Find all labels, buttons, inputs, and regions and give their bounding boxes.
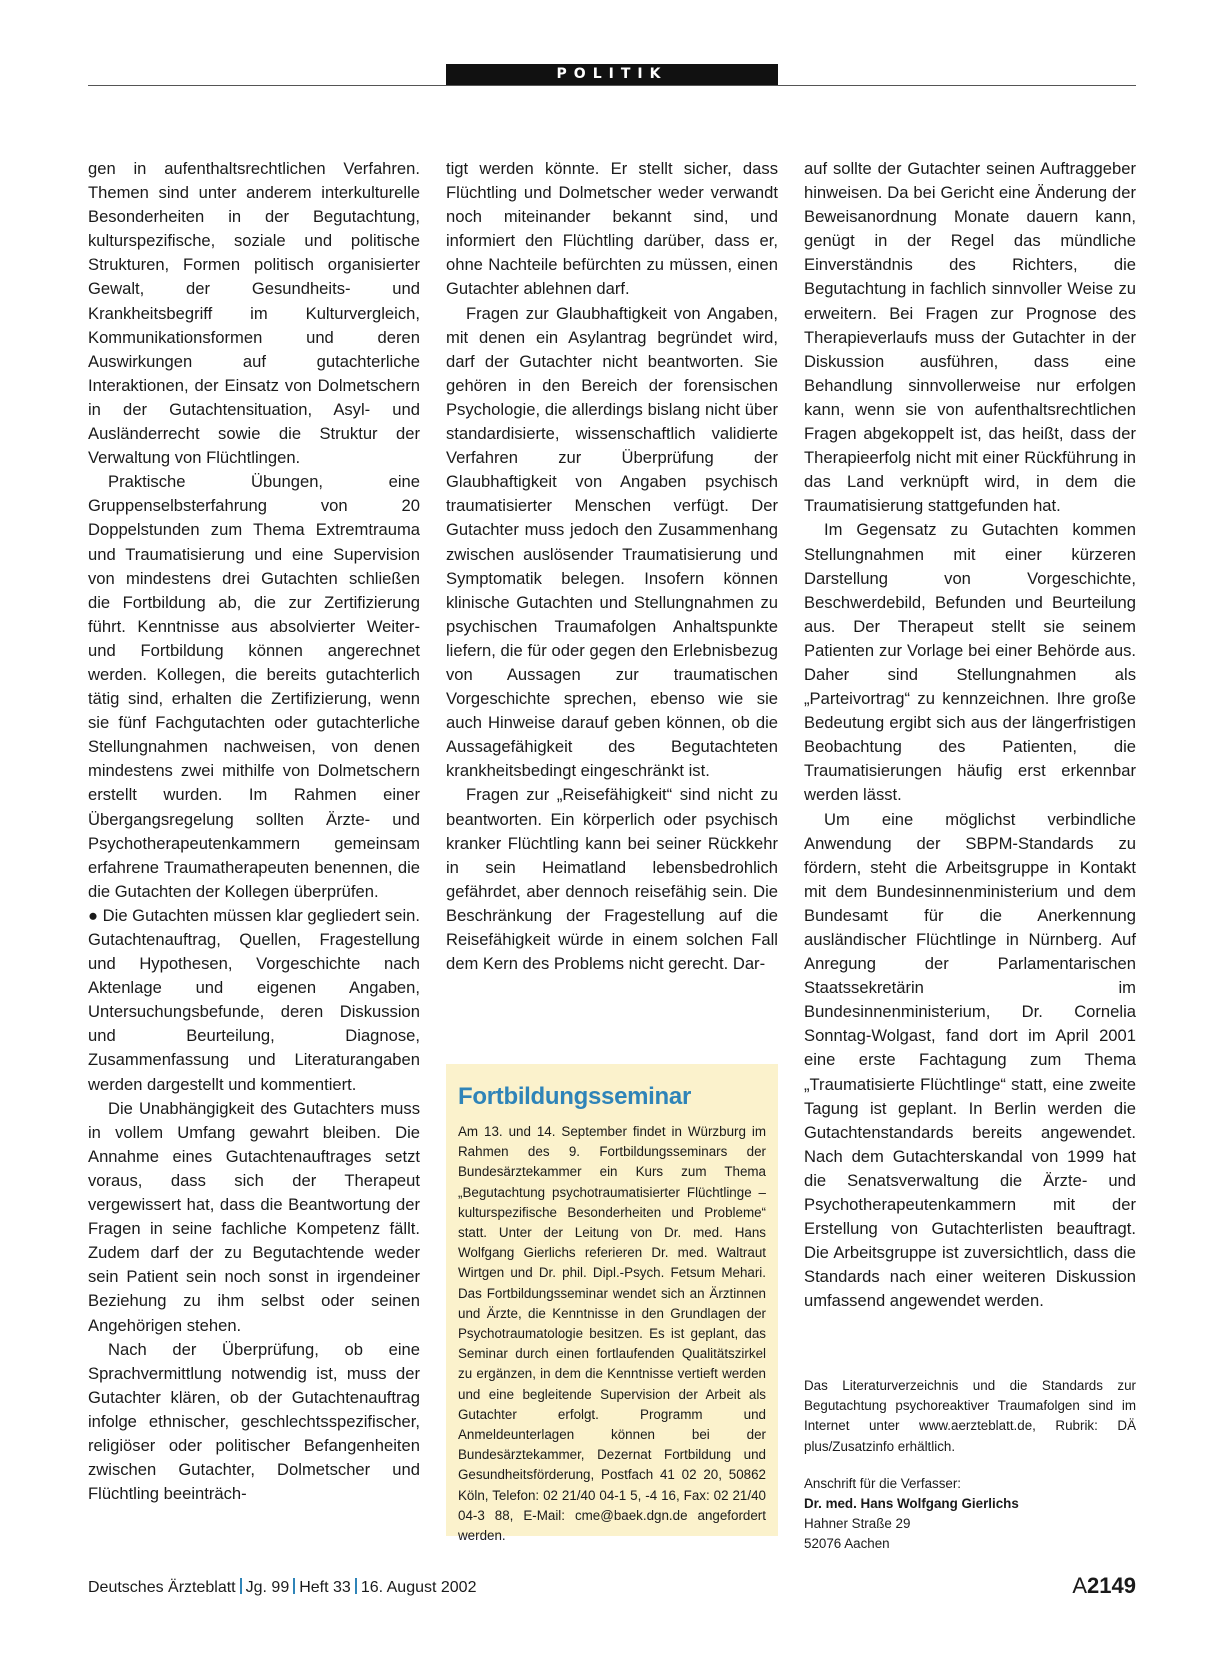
- sidebar-box: [446, 1064, 778, 1544]
- article-column-2: [446, 157, 778, 976]
- bullet-paragraph: ● Die Gutachten müssen klar gegliedert sein. Gutachtenauftrag, Quellen, Fragestellung und Hypothesen, Vorgeschichte nach Aktenlage und eigenen Angaben, Untersuchungsbefunde, deren Diskussion und Beurteilung, Diagnose, Zusammenfassung und Literaturangaben werden dargestellt und kommentiert.: [88, 905, 420, 1094]
- paragraph: Fragen zur „Reisefähigkeit“ sind nicht zu beantworten. Ein körperlich oder psychisch kranker Flüchtling kann bei seiner Rückkehr in sein Heimatland lebensbedrohlich gefährdet, aber dennoch reisefähig sein. Die Beschränkung der Fragestellung auf die Reisefähigkeit würde in einem solchen Fall dem Kern des Problems nicht gerecht. Dar-: [446, 785, 778, 974]
- author-name: Dr. med. Hans Wolfgang Gierlichs: [804, 1496, 1019, 1511]
- paragraph: Fragen zur Glaubhaftigkeit von Angaben, mit denen ein Asylantrag begründet wird, darf der Gutachter nicht beantworten. Sie gehören in den Bereich der forensischen Psychologie, die allerdings bislang nicht über standardisierte, wissenschaftlich validierte Verfahren zur Überprüfung der Glaubhaftigkeit von Angaben psychisch traumatisierter Menschen verfügt. Der Gutachter muss jedoch den Zusammenhang zwischen auslösender Traumatisierung und Symptomatik belegen. Insofern können klinische Gutachten und Stellungnahmen zu psychischen Traumafolgen Anhaltspunkte liefern, die für oder gegen den Erlebnisbezug von Aussagen zur traumatischen Vorgeschichte sprechen, ebenso wie sie auch Hinweise darauf geben können, ob die Aussagefähigkeit des Begutachteten krankheitsbedingt eingeschränkt ist.: [446, 303, 778, 781]
- note-text: Das Literaturverzeichnis und die Standards zur Begutachtung psychoreaktiver Traumafolgen sind im Internet unter www.aerzteblatt.de, Rubrik: DÄ plus/Zusatzinfo erhältlich.: [804, 1378, 1136, 1454]
- paragraph: Nach der Überprüfung, ob eine Sprachvermittlung notwendig ist, muss der Gutachter klären, ob der Gutachtenauftrag infolge ethnischer, geschlechtsspezifischer, religiöser oder politischer Befangenheiten zwischen Gutachter, Dolmetscher und Flüchtling beeinträch-: [88, 1339, 420, 1504]
- article-column-3: [804, 157, 1136, 1314]
- issue-date: 16. August 2002: [360, 1579, 477, 1596]
- paragraph: Im Gegensatz zu Gutachten kommen Stellungnahmen mit einer kürzeren Darstellung von Vorgeschichte, Beschwerdebild, Befunden und Beurteilung aus. Der Therapeut stellt sie seinem Patienten zur Vorlage bei einer Behörde aus. Daher sind Stellungnahmen als „Parteivortrag“ zu kennzeichnen. Ihre große Bedeutung ergibt sich aus der längerfristigen Beobachtung des Patienten, die Traumatisierungen häufig erst erkennbar werden lässt.: [804, 520, 1136, 805]
- address-city: 52076 Aachen: [804, 1536, 890, 1551]
- paragraph: gen in aufenthaltsrechtlichen Verfahren. Themen sind unter anderem interkulturelle Besonderheiten in der Begutachtung, kulturspezifische, soziale und politische Strukturen, Formen politisch organisierter Gewalt, der Gesundheits- und Krankheitsbegriff im Kulturvergleich, Kommunikationsformen und deren Auswirkungen auf gutachterliche Interaktionen, der Einsatz von Dolmetschern in der Gutachtensituation, Asyl- und Ausländerrecht sowie die Struktur der Verwaltung von Flüchtlingen.: [88, 159, 420, 468]
- footer-separator: [240, 1578, 242, 1594]
- sidebar-title: Fortbildungsseminar: [458, 1083, 691, 1110]
- footer-separator: [355, 1578, 357, 1594]
- author-address: [804, 1474, 1136, 1554]
- page-prefix: A: [1072, 1573, 1088, 1598]
- footer-separator: [293, 1578, 295, 1594]
- paragraph: Um eine möglichst verbindliche Anwendung der SBPM-Standards zu fördern, steht die Arbeitsgruppe in Kontakt mit dem Bundesinnenministerium und dem Bundesamt für die Anerkennung ausländischer Flüchtlinge in Nürnberg. Auf Anregung der Parlamentarischen Staatssekretärin im Bundesinnenministerium, Dr. Cornelia Sonntag-Wolgast, fand dort im April 2001 eine erste Fachtagung zum Thema „Traumatisierte Flüchtlinge“ statt, eine zweite Tagung ist geplant. In Berlin werden die Gutachtenstandards bereits angewendet. Nach dem Gutachterskandal von 1999 hat die Senatsverwaltung die Ärzte- und Psychotherapeutenkammern mit der Erstellung von Gutachterlisten beauftragt. Die Arbeitsgruppe ist zuversichtlich, dass die Standards nach einer weiteren Diskussion umfassend angewendet werden.: [804, 809, 1136, 1311]
- journal-name: Deutsches Ärzteblatt: [88, 1579, 236, 1596]
- page-number-value: 2149: [1087, 1573, 1136, 1598]
- journal-volume: Jg. 99: [245, 1579, 290, 1596]
- page-number: [1072, 1573, 1136, 1599]
- sidebar-body: Am 13. und 14. September findet in Würzburg im Rahmen des 9. Fortbildungsseminars der Bundesärztekammer ein Kurs zum Thema „Begutachtung psychotraumatisierter Flüchtlinge – kulturspezifische Besonderheiten und Probleme“ statt. Unter der Leitung von Dr. med. Hans Wolfgang Gierlichs referieren Dr. med. Waltraut Wirtgen und Dr. phil. Dipl.-Psych. Fetsum Mehari. Das Fortbildungsseminar wendet sich an Ärztinnen und Ärzte, die Kenntnisse in den Grundlagen der Psychotraumatologie besitzen. Es ist geplant, das Seminar durch einen fortlaufenden Qualitätszirkel zu ergänzen, in dem die Kenntnisse vertieft werden und eine begleitende Supervision der Arbeit als Gutachter erfolgt. Programm und Anmeldeunterlagen können bei der Bundesärztekammer, Dezernat Fortbildung und Gesundheitsförderung, Postfach 41 02 20, 50862 Köln, Telefon: 02 21/40 04-1 5, -4 16, Fax: 02 21/40 04-3 88, E-Mail: cme@baek.dgn.de angefordert werden.: [458, 1124, 766, 1544]
- article-column-1: [88, 157, 420, 1506]
- paragraph: auf sollte der Gutachter seinen Auftraggeber hinweisen. Da bei Gericht eine Änderung der Beweisanordnung Monate dauern kann, genügt in der Regel das mündliche Einverständnis des Richters, die Begutachtung in fachlich sinnvoller Weise zu erweitern. Bei Fragen zur Prognose des Therapieverlaufs muss der Gutachter in der Diskussion ausführen, dass eine Behandlung sinnvollerweise nur erfolgen kann, wenn sie von aufenthaltsrechtlichen Fragen abgekoppelt ist, das heißt, dass der Therapieerfolg nicht mit einer Rückführung in das Land verknüpft wird, in dem die Traumatisierung stattgefunden hat.: [804, 159, 1136, 516]
- footer: [88, 1578, 476, 1598]
- address-street: Hahner Straße 29: [804, 1516, 911, 1531]
- literature-note: [804, 1376, 1136, 1457]
- paragraph: Praktische Übungen, eine Gruppenselbsterfahrung von 20 Doppelstunden zum Thema Extremtrauma und Traumatisierung und eine Supervision von mindestens drei Gutachten schließen die Fortbildung ab, die zur Zertifizierung führt. Kenntnisse aus absolvierter Weiter- und Fortbildung können angerechnet werden. Kollegen, die bereits gutachterlich tätig sind, erhalten die Zertifizierung, wenn sie fünf Fachgutachten oder gutachterliche Stellungnahmen nachweisen, von denen mindestens zwei mithilfe von Dolmetschern erstellt wurden. Im Rahmen einer Übergangsregelung sollten Ärzte- und Psychotherapeutenkammern gemeinsam erfahrene Traumatherapeuten benennen, die die Gutachten der Kollegen überprüfen.: [88, 472, 420, 901]
- paragraph: Die Unabhängigkeit des Gutachters muss in vollem Umfang gewahrt bleiben. Die Annahme eines Gutachtenauftrages setzt voraus, dass sich der Therapeut vergewissert hat, dass die Beantwortung der Fragen in seine fachliche Kompetenz fällt. Zudem darf der zu Begutachtende weder sein Patient sein noch sonst in irgendeiner Beziehung zu ihm selbst oder seinen Angehörigen stehen.: [88, 1098, 420, 1335]
- header-rule: [88, 85, 1136, 86]
- journal-issue: Heft 33: [299, 1579, 351, 1596]
- section-label: POLITIK: [446, 64, 778, 85]
- address-label: Anschrift für die Verfasser:: [804, 1476, 962, 1491]
- paragraph: tigt werden könnte. Er stellt sicher, dass Flüchtling und Dolmetscher weder verwandt noch miteinander bekannt sind, und informiert den Flüchtling darüber, dass er, ohne Nachteile befürchten zu müssen, einen Gutachter ablehnen darf.: [446, 159, 778, 299]
